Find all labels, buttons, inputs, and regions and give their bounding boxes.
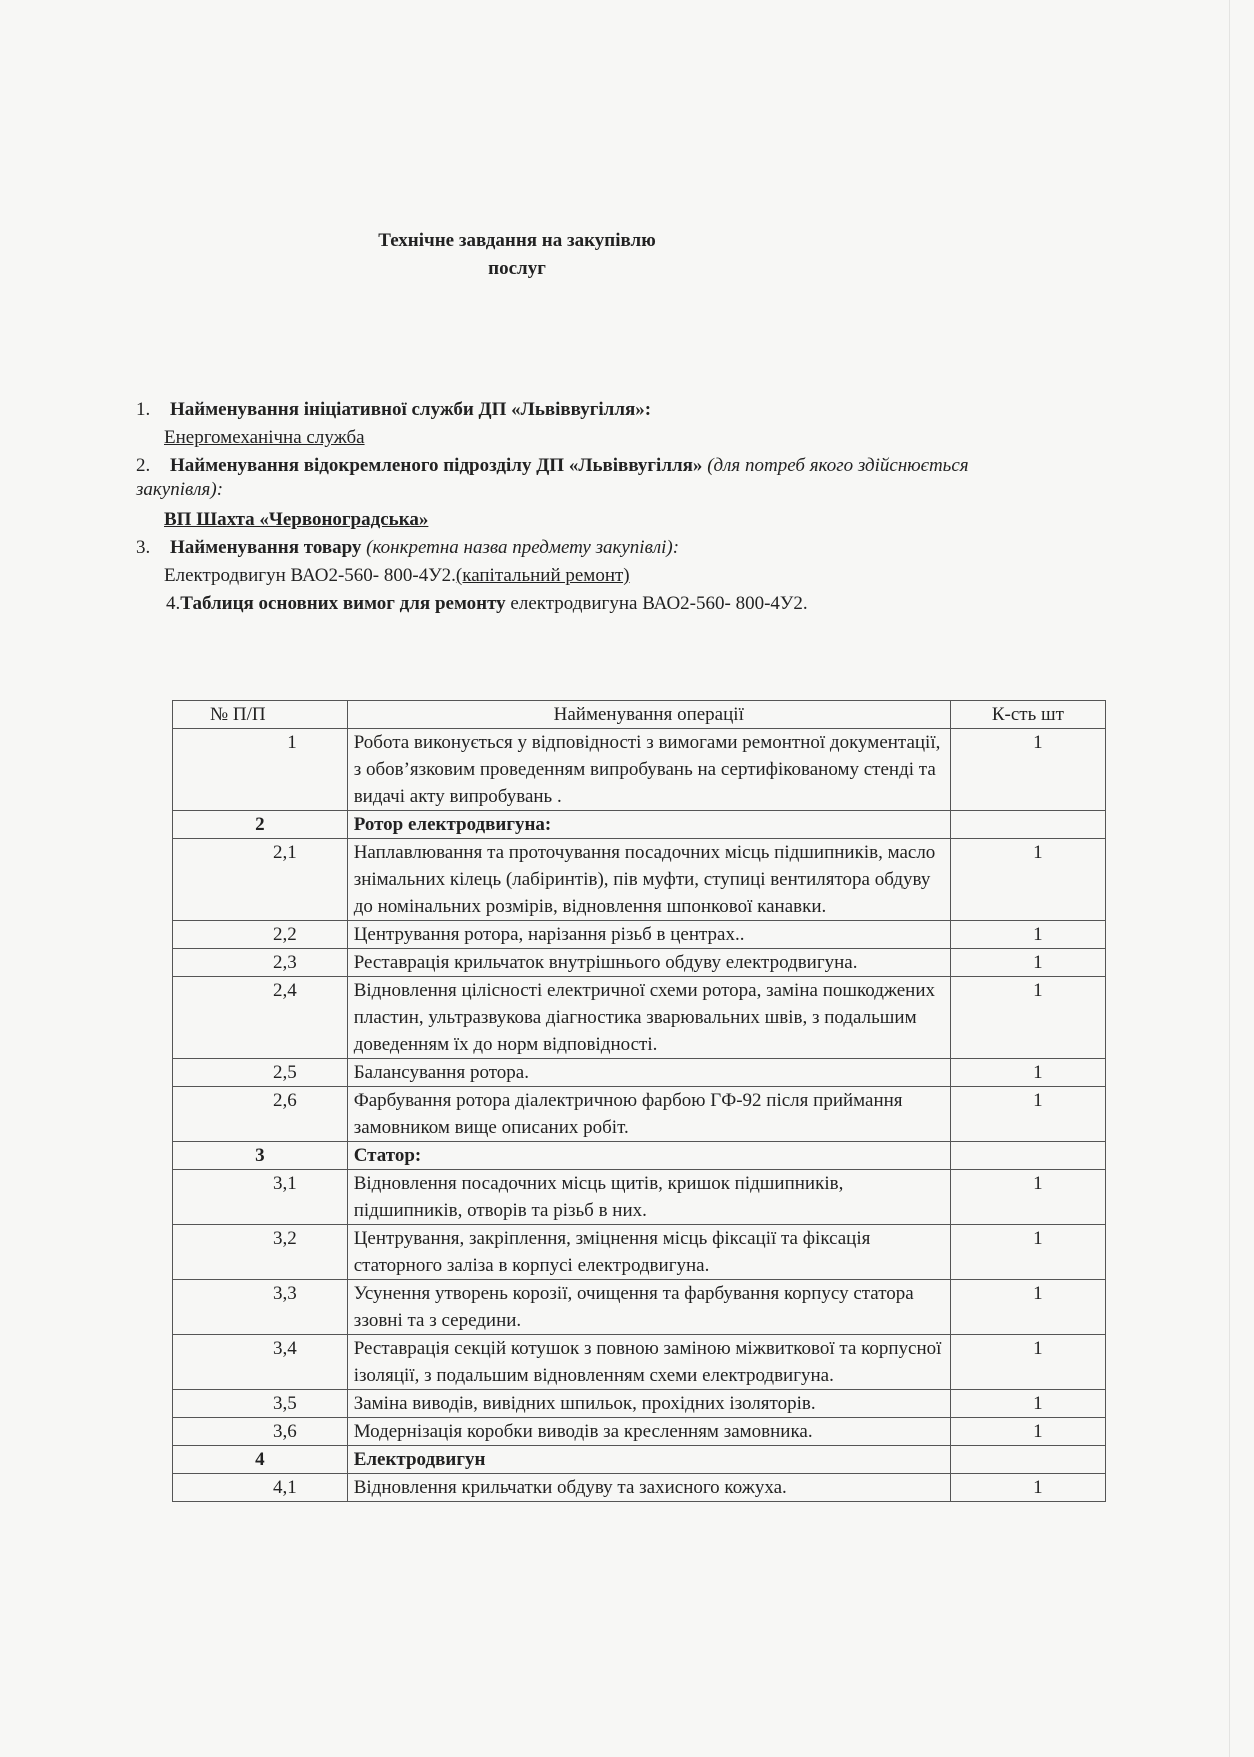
- table-row: [173, 977, 1106, 1059]
- table-row: [173, 1390, 1106, 1418]
- product-name: Електродвигун ВАО2-560- 800-4У2.: [164, 565, 456, 586]
- document-title: Технічне завдання на закупівлю: [378, 230, 656, 251]
- section-number: 1.: [136, 399, 151, 420]
- table-row: [173, 949, 1106, 977]
- row-operation: Наплавлювання та проточування посадочних місць підшипників, масло знімальних кілець (лабіринтів), пів муфти, ступиці вентилятора обдуву до номінальних розмірів, відновлення шпонкової канавки.: [347, 839, 950, 921]
- quantity-value: 1: [1033, 1090, 1043, 1111]
- quantity-value: 1: [1033, 1173, 1043, 1194]
- row-number: 2,6: [173, 1087, 348, 1142]
- row-operation: Робота виконується у відповідності з вимогами ремонтної документації, з обов’язковим проведенням випробувань на сертифікованому стенді та видачі акту випробувань .: [347, 729, 950, 811]
- row-quantity: [950, 1280, 1105, 1335]
- row-number: 1: [173, 729, 348, 811]
- quantity-value: 1: [1033, 1338, 1043, 1359]
- row-operation: Відновлення крильчатки обдуву та захисного кожуха.: [347, 1474, 950, 1502]
- row-number: 3,2: [173, 1225, 348, 1280]
- requirements-table: [172, 700, 1106, 1502]
- row-quantity: [950, 1474, 1105, 1502]
- row-operation: Відновлення посадочних місць щитів, кришок підшипників, підшипників, отворів та різьб в них.: [347, 1170, 950, 1225]
- row-operation: Модернізація коробки виводів за кресленням замовника.: [347, 1418, 950, 1446]
- row-number: 3,6: [173, 1418, 348, 1446]
- row-quantity: [950, 1335, 1105, 1390]
- row-operation: Центрування, закріплення, зміцнення місць фіксації та фіксація статорного заліза в корпусі електродвигуна.: [347, 1225, 950, 1280]
- row-quantity: [950, 949, 1105, 977]
- table-row: [173, 1087, 1106, 1142]
- row-operation: Статор:: [347, 1142, 950, 1170]
- table-row: [173, 1418, 1106, 1446]
- section-heading: Найменування товару: [170, 537, 362, 558]
- table-header-row: [173, 701, 1106, 729]
- row-quantity: [950, 1446, 1105, 1474]
- row-quantity: [950, 811, 1105, 839]
- section-4: [166, 592, 808, 616]
- quantity-value: 1: [1033, 980, 1043, 1001]
- quantity-value: 1: [1033, 1283, 1043, 1304]
- row-number: 4: [173, 1446, 348, 1474]
- column-header-quantity: К-сть шт: [950, 701, 1105, 729]
- repair-type: (капітальний ремонт): [455, 565, 630, 586]
- table-row: [173, 1474, 1106, 1502]
- section-heading: Таблиця основних вимог для ремонту: [180, 593, 506, 614]
- row-number: 2,4: [173, 977, 348, 1059]
- table-row: [173, 729, 1106, 811]
- section-number: 4.: [166, 593, 181, 614]
- section-number: 2.: [136, 455, 151, 476]
- table-row: [173, 1170, 1106, 1225]
- quantity-value: 1: [1033, 732, 1043, 753]
- quantity-value: 1: [1033, 1477, 1043, 1498]
- section-heading: Найменування відокремленого підрозділу ДП «Львіввугілля»: [170, 455, 703, 476]
- row-number: 2,2: [173, 921, 348, 949]
- row-quantity: [950, 1059, 1105, 1087]
- quantity-value: 1: [1033, 924, 1043, 945]
- row-number: 2,3: [173, 949, 348, 977]
- document-title-line2: послуг: [488, 258, 546, 279]
- table-row: [173, 1059, 1106, 1087]
- row-operation: Усунення утворень корозії, очищення та фарбування корпусу статора ззовні та з середини.: [347, 1280, 950, 1335]
- row-number: 3,3: [173, 1280, 348, 1335]
- row-quantity: [950, 977, 1105, 1059]
- row-number: 3: [173, 1142, 348, 1170]
- table-row: [173, 1280, 1106, 1335]
- scan-edge: [1229, 0, 1230, 1757]
- row-operation: Реставрація секцій котушок з повною заміною міжвиткової та корпусної ізоляції, з подальшим відновленням схеми електродвигуна.: [347, 1335, 950, 1390]
- column-header-operation: Найменування операції: [347, 701, 950, 729]
- table-row: [173, 921, 1106, 949]
- row-quantity: [950, 921, 1105, 949]
- row-quantity: [950, 1225, 1105, 1280]
- row-number: 2,1: [173, 839, 348, 921]
- section-3-value: [164, 564, 630, 588]
- table-group-row: [173, 1142, 1106, 1170]
- row-number: 2,5: [173, 1059, 348, 1087]
- section-number: 3.: [136, 537, 151, 558]
- table-row: [173, 1225, 1106, 1280]
- column-header-number: № П/П: [173, 701, 348, 729]
- row-quantity: [950, 1142, 1105, 1170]
- quantity-value: 1: [1033, 1393, 1043, 1414]
- row-operation: Центрування ротора, нарізання різьб в центрах..: [347, 921, 950, 949]
- quantity-value: 1: [1033, 952, 1043, 973]
- quantity-value: 1: [1033, 1062, 1043, 1083]
- row-quantity: [950, 839, 1105, 921]
- row-number: 3,5: [173, 1390, 348, 1418]
- row-operation: Фарбування ротора діалектричною фарбою ГФ-92 після приймання замовником вище описаних робіт.: [347, 1087, 950, 1142]
- quantity-value: 1: [1033, 842, 1043, 863]
- row-operation: Балансування ротора.: [347, 1059, 950, 1087]
- row-quantity: [950, 1087, 1105, 1142]
- row-operation: Реставрація крильчаток внутрішнього обдуву електродвигуна.: [347, 949, 950, 977]
- quantity-value: 1: [1033, 1421, 1043, 1442]
- section-1-value: Енергомеханічна служба: [164, 427, 365, 448]
- row-number: 3,1: [173, 1170, 348, 1225]
- section-tail: електродвигуна ВАО2-560- 800-4У2.: [505, 593, 808, 614]
- row-number: 4,1: [173, 1474, 348, 1502]
- row-operation: Електродвигун: [347, 1446, 950, 1474]
- table-group-row: [173, 811, 1106, 839]
- row-number: 2: [173, 811, 348, 839]
- row-quantity: [950, 1170, 1105, 1225]
- table-group-row: [173, 1446, 1106, 1474]
- row-quantity: [950, 1390, 1105, 1418]
- row-operation: Ротор електродвигуна:: [347, 811, 950, 839]
- section-note: (конкретна назва предмету закупівлі):: [366, 537, 680, 558]
- table-row: [173, 1335, 1106, 1390]
- table-row: [173, 839, 1106, 921]
- section-1: [136, 398, 651, 422]
- section-note: (для потреб якого здійснюється закупівля):: [136, 455, 969, 500]
- section-2: [136, 454, 1036, 502]
- row-operation: Відновлення цілісності електричної схеми ротора, заміна пошкоджених пластин, ультразвукова діагностика зварювальних швів, з подальшим доведенням їх до норм відповідності.: [347, 977, 950, 1059]
- row-quantity: [950, 1418, 1105, 1446]
- section-3: [136, 536, 679, 560]
- quantity-value: 1: [1033, 1228, 1043, 1249]
- row-quantity: [950, 729, 1105, 811]
- section-2-value: ВП Шахта «Червоноградська»: [164, 509, 429, 530]
- row-operation: Заміна виводів, вивідних шпильок, прохідних ізоляторів.: [347, 1390, 950, 1418]
- section-heading: Найменування ініціативної служби ДП «Львіввугілля»:: [170, 399, 652, 420]
- row-number: 3,4: [173, 1335, 348, 1390]
